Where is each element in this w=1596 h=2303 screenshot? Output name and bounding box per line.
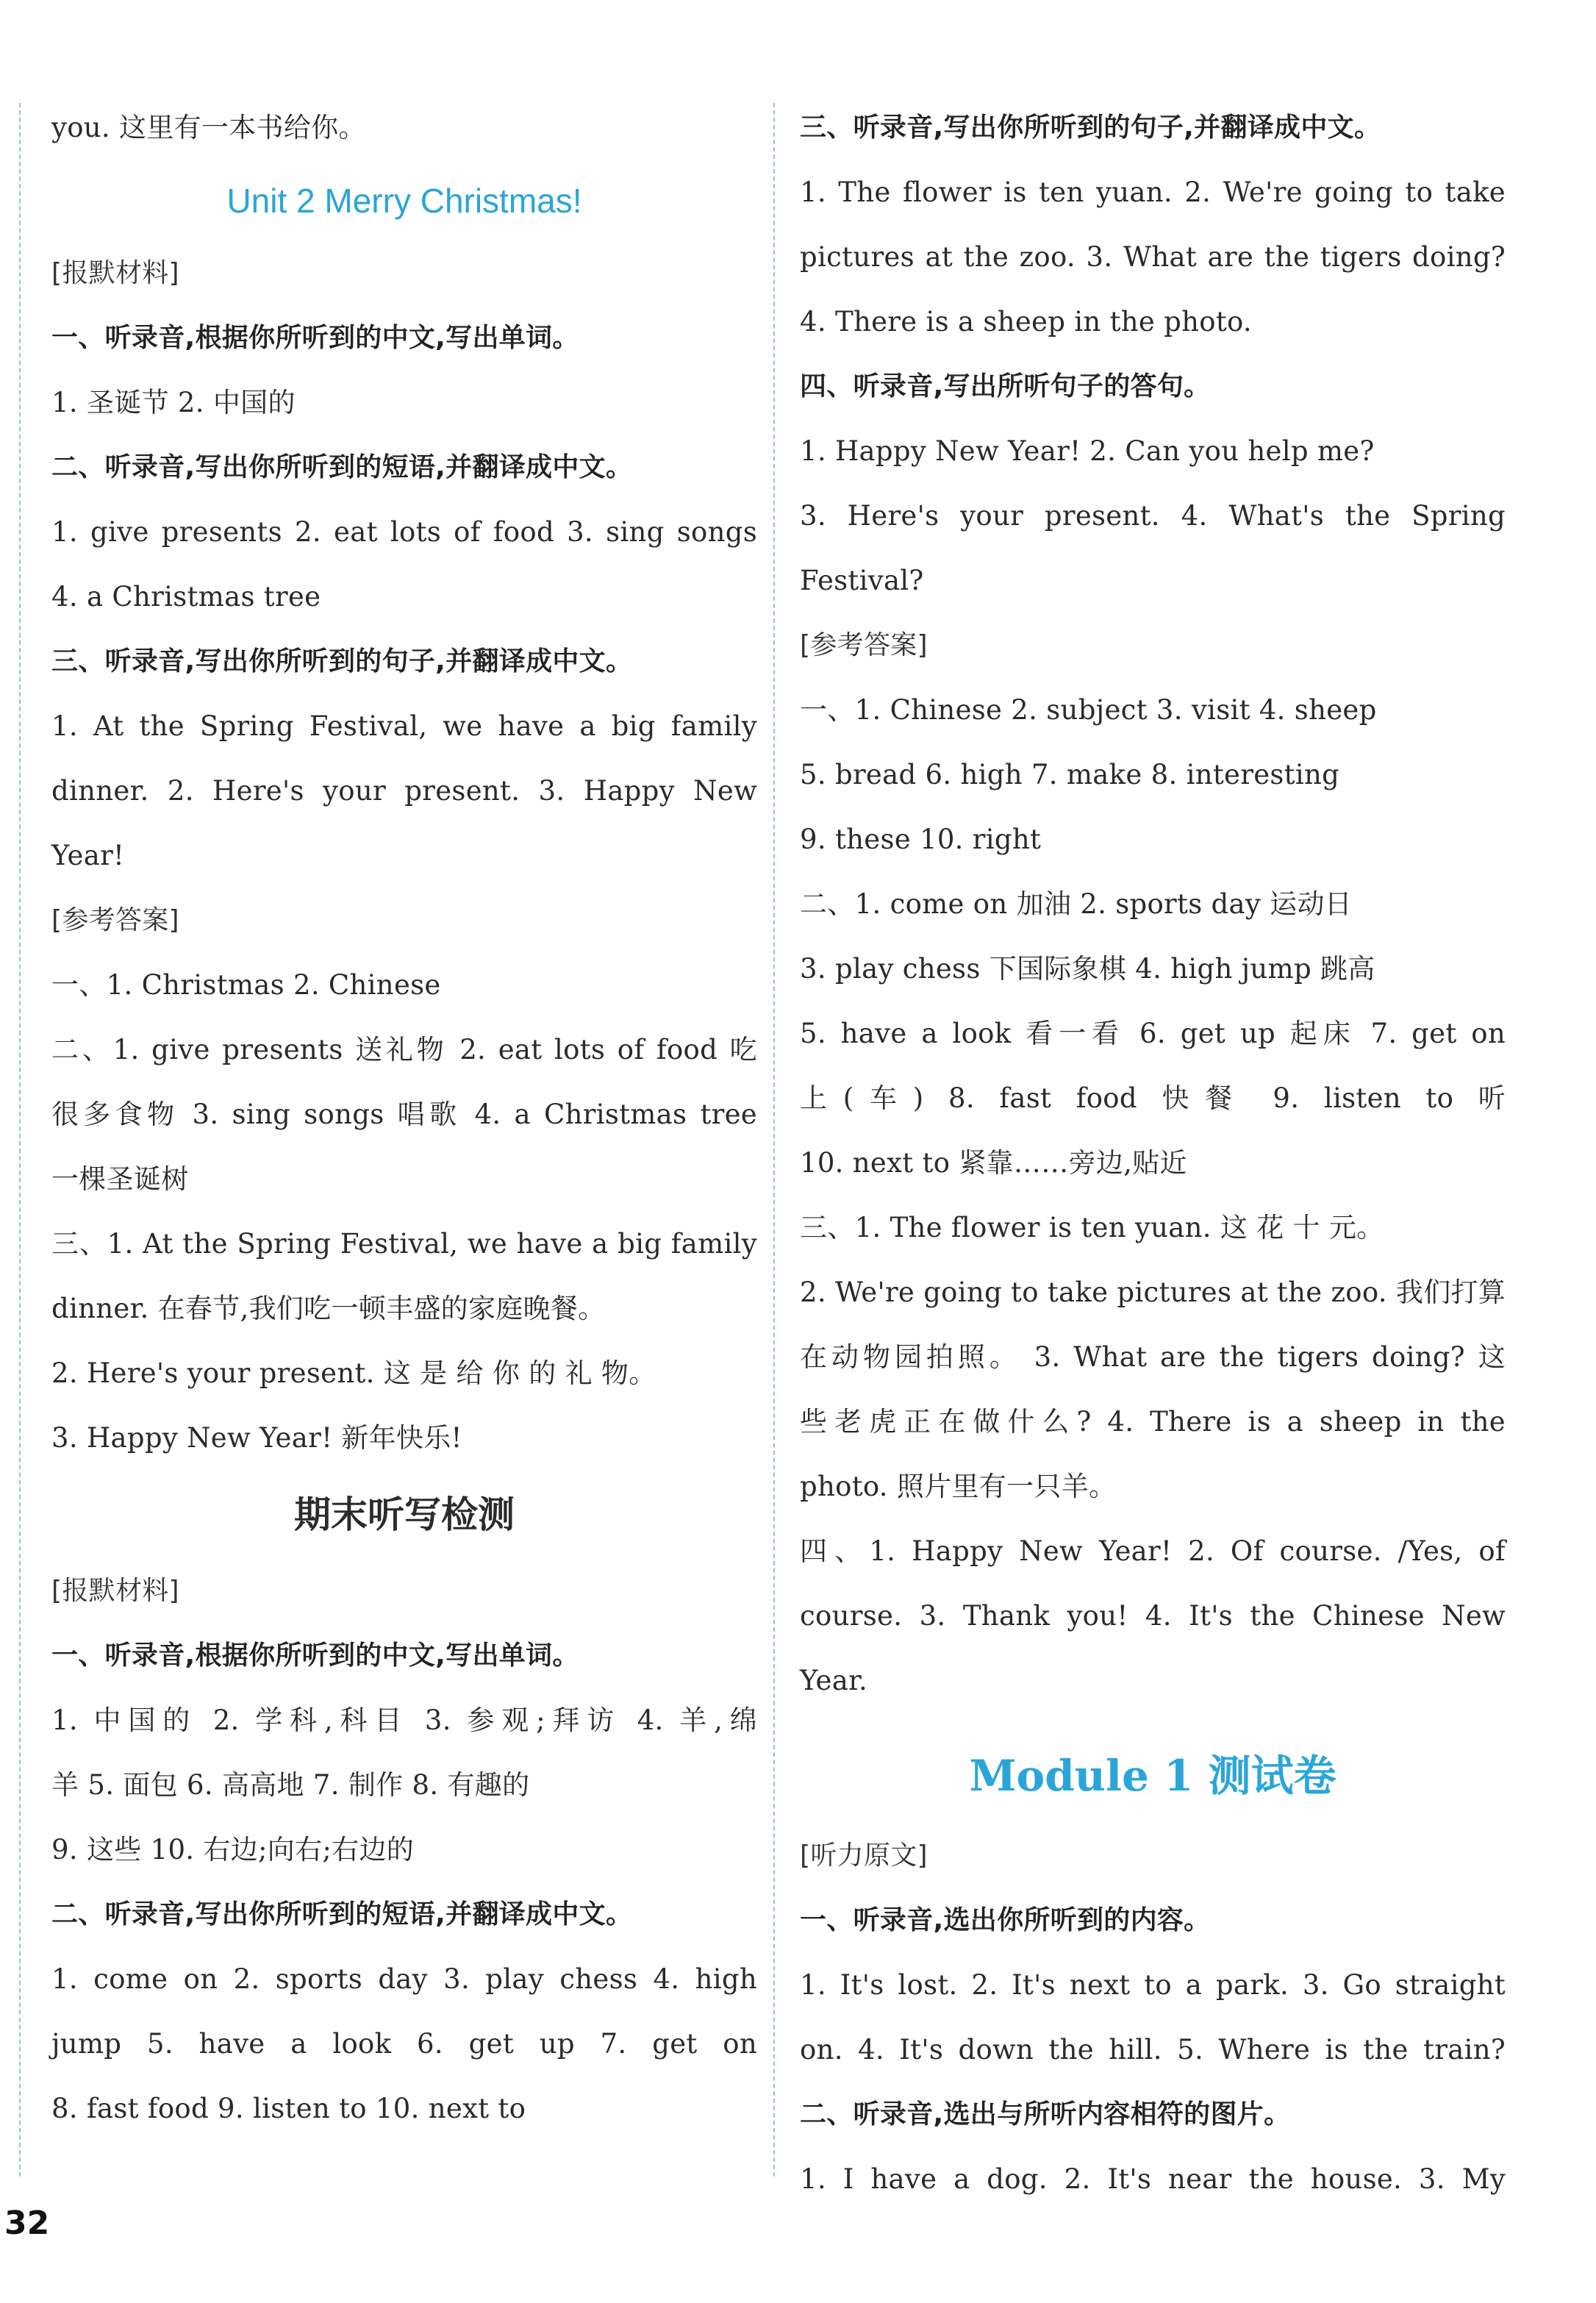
text-line: dinner. 2. Here's your present. 3. Happy New <box>51 775 757 807</box>
unit-title: Unit 2 Merry Christmas! <box>226 182 582 220</box>
question-heading: 一、听录音,根据你所听到的中文,写出单词。 <box>51 323 579 353</box>
text-line: 二、1. come on 加油 2. sports day 运动日 <box>800 888 1353 920</box>
page-number: 32 <box>4 2204 50 2242</box>
text-line: 1. The flower is ten yuan. 2. We're going to take <box>800 176 1506 208</box>
text-line: course. 3. Thank you! 4. It's the Chinese New <box>800 1600 1506 1632</box>
left-column <box>51 96 757 2141</box>
text-line: 一、1. Christmas 2. Chinese <box>51 969 441 1001</box>
column-divider <box>773 103 775 2177</box>
text-line: on. 4. It's down the hill. 5. Where is the train? <box>800 2034 1506 2065</box>
text-line: 三、1. At the Spring Festival, we have a big family <box>51 1228 757 1260</box>
text-line: 1. 圣诞节 2. 中国的 <box>51 387 296 418</box>
text-line: you. 这里有一本书给你。 <box>51 112 366 143</box>
text-line: photo. 照片里有一只羊。 <box>800 1471 1117 1502</box>
question-heading: 二、听录音,写出你所听到的短语,并翻译成中文。 <box>51 452 633 482</box>
text-line: 10. next to 紧靠……旁边,贴近 <box>800 1147 1187 1179</box>
material-label: [报默材料] <box>51 258 179 288</box>
text-line: 5. bread 6. high 7. make 8. interesting <box>800 759 1340 790</box>
text-line: 8. fast food 9. listen to 10. next to <box>51 2093 526 2124</box>
material-label: [参考答案] <box>51 905 179 935</box>
text-line: 四、1. Happy New Year! 2. Of course. /Yes, of <box>800 1535 1506 1567</box>
text-line: 1. come on 2. sports day 3. play chess 4. high <box>51 1963 757 1995</box>
text-line: 1. 中国的 2. 学科,科目 3. 参观;拜访 4. 羊,绵 <box>51 1704 757 1736</box>
text-line: 9. 这些 10. 右边;向右;右边的 <box>51 1834 415 1865</box>
text-line: 3. play chess 下国际象棋 4. high jump 跳高 <box>800 953 1375 985</box>
module-title: Module 1 测试卷 <box>969 1751 1336 1801</box>
text-line: 1. Happy New Year! 2. Can you help me? <box>800 435 1375 467</box>
text-line: 三、1. The flower is ten yuan. 这 花 十 元。 <box>800 1212 1384 1243</box>
text-line: 1. It's lost. 2. It's next to a park. 3. Go straight <box>800 1969 1506 2001</box>
page-edge-divider <box>19 103 21 2177</box>
material-label: [参考答案] <box>800 630 928 660</box>
text-line: jump 5. have a look 6. get up 7. get on <box>51 2028 757 2060</box>
question-heading: 四、听录音,写出所听句子的答句。 <box>800 371 1211 401</box>
text-line: 些老虎正在做什么? 4. There is a sheep in the <box>800 1406 1506 1438</box>
text-line: 1. I have a dog. 2. It's near the house. 3. My <box>800 2163 1506 2195</box>
text-line: pictures at the zoo. 3. What are the tigers doing? <box>800 241 1506 273</box>
material-label: [听力原文] <box>800 1840 928 1871</box>
text-line: 羊 5. 面包 6. 高高地 7. 制作 8. 有趣的 <box>51 1769 530 1801</box>
text-line: 1. give presents 2. eat lots of food 3. sing songs <box>51 516 757 548</box>
section-title: 期末听写检测 <box>294 1493 515 1536</box>
question-heading: 二、听录音,选出与所听内容相符的图片。 <box>800 2099 1291 2129</box>
text-line: 1. At the Spring Festival, we have a big family <box>51 710 757 742</box>
text-line: Year! <box>51 840 125 871</box>
text-line: 2. We're going to take pictures at the zoo. 我们打算 <box>800 1277 1506 1308</box>
question-heading: 三、听录音,写出你所听到的句子,并翻译成中文。 <box>51 646 633 676</box>
question-heading: 一、听录音,根据你所听到的中文,写出单词。 <box>51 1640 579 1671</box>
text-line: 一、1. Chinese 2. subject 3. visit 4. sheep <box>800 694 1377 726</box>
text-line: 4. a Christmas tree <box>51 581 321 613</box>
text-line: 2. Here's your present. 这 是 给 你 的 礼 物。 <box>51 1357 656 1389</box>
text-line: 上(车) 8. fast food 快餐 9. listen to 听 <box>800 1082 1506 1114</box>
question-heading: 二、听录音,写出你所听到的短语,并翻译成中文。 <box>51 1899 633 1929</box>
text-line: 3. Here's your present. 4. What's the Spring <box>800 500 1506 532</box>
text-line: 在动物园拍照。 3. What are the tigers doing? 这 <box>800 1341 1506 1373</box>
question-heading: 一、听录音,选出你所听到的内容。 <box>800 1905 1211 1935</box>
text-line: dinner. 在春节,我们吃一顿丰盛的家庭晚餐。 <box>51 1293 606 1324</box>
text-line: 5. have a look 看一看 6. get up 起床 7. get on <box>800 1018 1506 1049</box>
text-line: Festival? <box>800 565 924 596</box>
text-line: 二、1. give presents 送礼物 2. eat lots of food 吃 <box>51 1034 757 1065</box>
right-column <box>800 96 1506 2212</box>
text-line: 一棵圣诞树 <box>51 1163 189 1195</box>
text-line: 3. Happy New Year! 新年快乐! <box>51 1422 462 1454</box>
text-line: 很多食物 3. sing songs 唱歌 4. a Christmas tree <box>51 1099 757 1130</box>
text-line: 9. these 10. right <box>800 824 1042 855</box>
text-line: 4. There is a sheep in the photo. <box>800 306 1252 338</box>
text-line: Year. <box>800 1665 868 1696</box>
question-heading: 三、听录音,写出你所听到的句子,并翻译成中文。 <box>800 113 1381 143</box>
material-label: [报默材料] <box>51 1576 179 1606</box>
